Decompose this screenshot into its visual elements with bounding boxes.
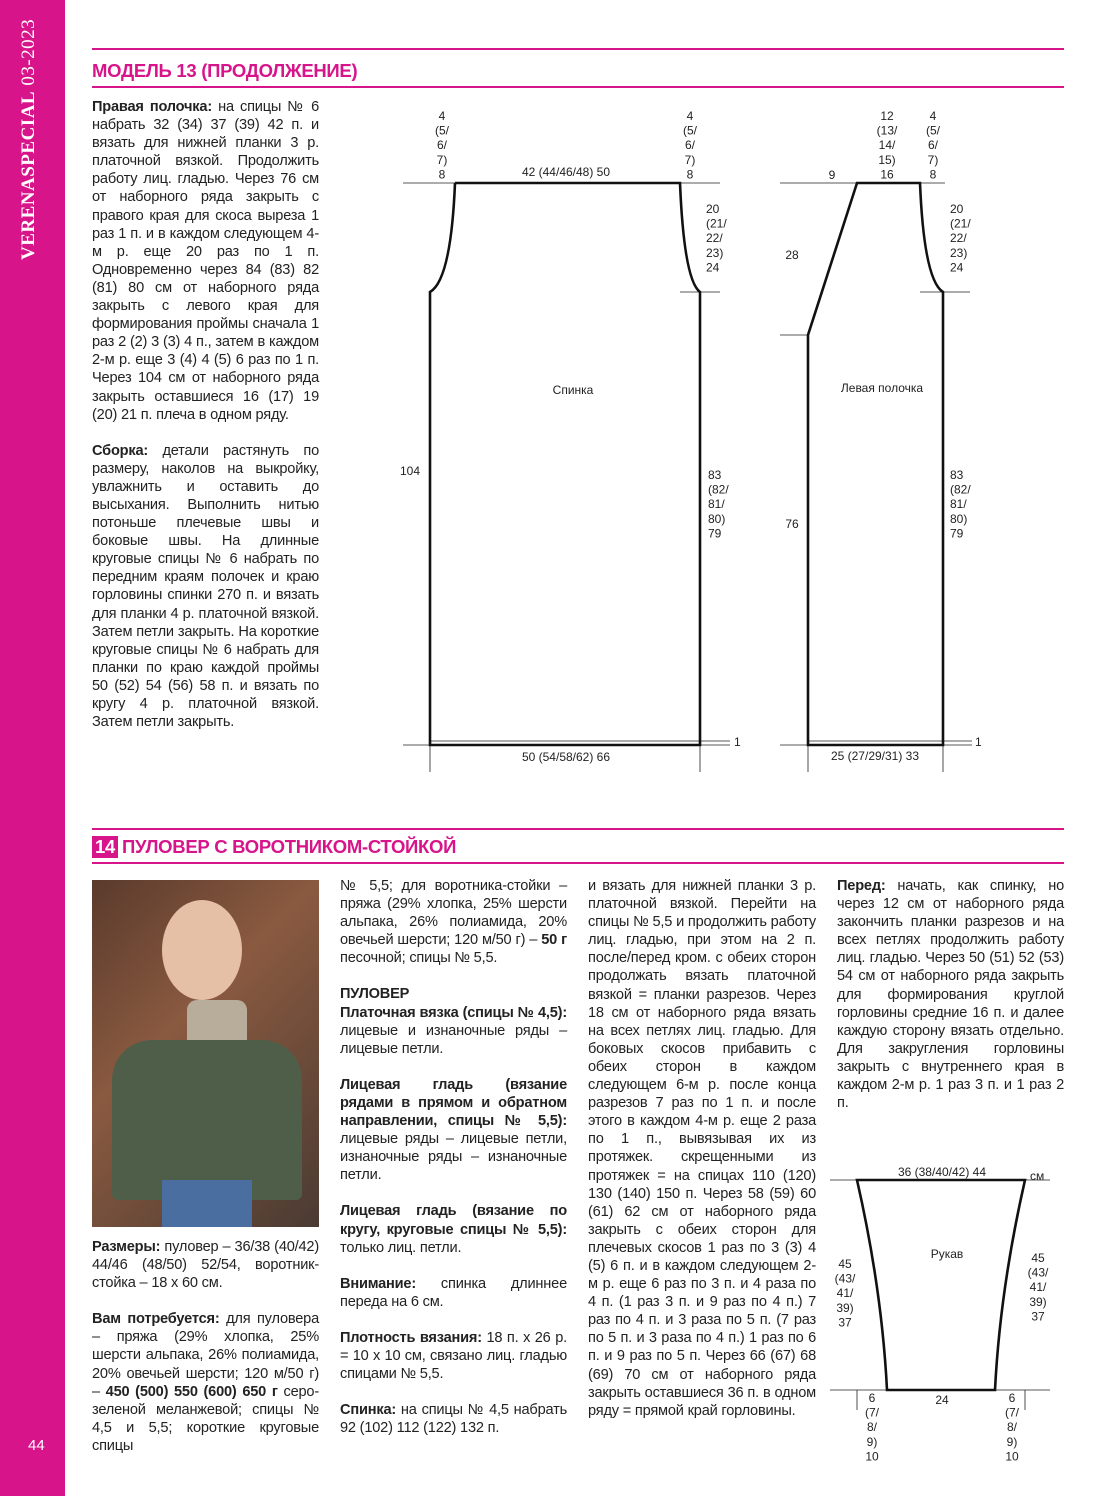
column-4 — [837, 877, 1064, 1130]
page-number: 44 — [28, 1437, 45, 1454]
section-title: МОДЕЛЬ 13 (ПРОДОЛЖЕНИЕ) — [92, 60, 358, 81]
column-3 — [588, 877, 816, 1438]
front-outline — [808, 183, 943, 745]
dim-label: 28 — [785, 248, 799, 262]
paragraph: Перед: начать, как спинку, но через 12 см от наборного ряда закончить планки разрезов и на всех петлях продолжить работу лиц. гладью. Через 50 (51) 52 (53) 54 см от наборного ряда закрыть для формирования круглой горловины средние 16 п. и далее каждую сторону вязать отдельно. Для закругления горловины закрыть с внутреннего края в каждом 2-м р. 1 раз 3 п. и 1 раз 2 п. — [837, 878, 1064, 1112]
paragraph: Размеры: пуловер – 36/38 (40/42) 44/46 (48/50) 52/54, воротник-стойка – 18 х 60 см. — [92, 1239, 319, 1292]
sleeve-label: Рукав — [930, 1247, 964, 1261]
paragraph: Лицевая гладь (вязание по кругу, круговые спицы № 5,5): только лиц. петли. — [340, 1203, 567, 1256]
dim-label: 45 (43/ 41/ 39) 37 — [834, 1257, 856, 1330]
paragraph: № 5,5; для воротника-стойки – пряжа (29% хлопка, 25% шерсти альпака, 26% полиамида, 20% овечьей шерсти; 120 м/50 г) – 50 г песочной; спицы № 5,5. — [340, 878, 567, 967]
dim-label: 50 (54/58/62) 66 — [521, 750, 611, 764]
dim-label: 20 (21/ 22/ 23) 24 — [950, 202, 971, 275]
dim-label: 25 (27/29/31) 33 — [830, 749, 920, 763]
divider — [92, 86, 1064, 88]
dim-label: 4 (5/ 6/ 7) 8 — [434, 109, 450, 182]
dim-label: 4 (5/ 6/ 7) 8 — [682, 109, 698, 182]
model-number-badge: 14 — [92, 836, 118, 858]
dim-label: 6 (7/ 8/ 9) 10 — [864, 1391, 880, 1464]
paragraph: Правая полочка: на спицы № 6 набрать 32 (34) 37 (39) 42 п. и вязать для нижней планки 3 р. платочной вязкой. Продолжить работу лиц. гладью. Через 76 см от наборного ряда закрыть с правого края для скоса выреза 1 раз 1 п. и в каждом следующем 4-м р. еще 20 раз по 1 п. Одновременно через 84 (83) 82 (81) 80 см от наборного ряда закрыть с левого края для формирования проймы сначала 1 раз 2 (2) 3 (3) 4 п., затем в каждом 2-м р. еще 3 (4) 4 (5) 6 раз по 1 п. Через 104 см от наборного ряда закрыть оставшиеся 16 (17) 19 (20) 21 п. плеча в одном ряду. — [92, 99, 319, 423]
divider — [92, 48, 1064, 50]
dim-label: 45 (43/ 41/ 39) 37 — [1027, 1251, 1049, 1324]
dim-label: 12 (13/ 14/ 15) 16 — [876, 109, 898, 182]
paragraph: Сборка: детали растянуть по размеру, наколов на выкройку, увлажнить и оставить до высыхания. Выполнить нитью потоньше плечевые швы и боковые швы. На длинные круговые спицы № 6 набрать по передним краям полочек и краю горловины спинки 270 п. и вязать для планки 4 р. платочной вязкой. Затем петли закрыть. На короткие круговые спицы № 6 набрать для планки по краю каждой проймы 50 (52) 54 (56) 58 п. и вязать по кругу 4 р. платочной вязкой. Затем петли закрыть. — [92, 442, 319, 731]
dim-label: 104 — [399, 464, 421, 478]
paragraph: Вам потребуется: для пуловера – пряжа (29% хлопка, 25% шерсти альпака, 26% полиамида, 20% овечьей шерсти; 120 м/50 г) – 450 (500) 550 (600) 650 г серо-зеленой меланжевой; спицы № 4,5 и 5,5; короткие круговые спицы — [92, 1311, 319, 1454]
dim-label: 76 — [785, 517, 799, 531]
paragraph: Плотность вязания: 18 п. х 26 р. = 10 х 10 см, связано лиц. гладью спицами № 5,5. — [340, 1329, 567, 1383]
unit-label: см — [1030, 1169, 1045, 1183]
paragraph: Спинка: на спицы № 4,5 набрать 92 (102) 112 (122) 132 п. — [340, 1402, 567, 1437]
section-title: 14 ПУЛОВЕР С ВОРОТНИКОМ-СТОЙКОЙ — [92, 836, 456, 858]
dim-label: 1 — [734, 735, 741, 749]
front-label: Левая полочка — [840, 381, 924, 395]
column-2 — [340, 877, 567, 1455]
back-label: Спинка — [552, 383, 594, 397]
column-1 — [92, 1238, 319, 1473]
sleeve-outline — [857, 1180, 1025, 1390]
divider — [92, 828, 1064, 830]
paragraph: и вязать для нижней планки 3 р. платочной вязкой. Перейти на спицы № 5,5 и продолжить работу лиц. гладью, при этом на 2 п. после/перед кром. с обеих сторон продолжать вязать платочной вязкой = планки разрезов. Через 18 см от наборного ряда вязать на всех петлях лиц. гладью. Для боковых скосов прибавить с обеих сторон в каждом следующем 6-м р. после конца разрезов 7 раз по 1 п. и после этого в каждом 4-м р. еще 2 раза по 1 п., вывязывая их из протяжек. скрещенными из протяжек = на спицах 110 (120) 130 (140) 150 п. Через 58 (59) 60 (61) 62 см от наборного ряда закрыть с обеих сторон для плечевых скосов 1 раз по 3 (3) 4 (5) 6 п. и в каждом следующем 2-м р. еще 6 раз по 3 п. и 4 раза по 4 п. (1 раз 3 п. и 9 раз по 4 п.) 7 раз по 4 п. и 3 раза по 5 п. (7 раз по 5 п. и 3 раза по 4 п.) 1 раз по 6 п. и 9 раз по 5 п. Через 66 (67) 68 (69) 70 см от наборного ряда закрыть оставшиеся 36 п. в одном ряду = прямой край горловины. — [588, 878, 816, 1419]
dim-label: 6 (7/ 8/ 9) 10 — [1004, 1391, 1020, 1464]
magazine-brand: VERENASPECIAL 03-2023 — [18, 18, 39, 260]
divider — [92, 862, 1064, 864]
dim-label: 36 (38/40/42) 44 — [897, 1165, 987, 1179]
dim-label: 9 — [828, 168, 836, 182]
dim-label: 83 (82/ 81/ 80) 79 — [950, 468, 971, 541]
dim-label: 83 (82/ 81/ 80) 79 — [708, 468, 729, 541]
instructions-13 — [92, 98, 319, 749]
dim-label: 42 (44/46/48) 50 — [521, 165, 611, 179]
paragraph: Лицевая гладь (вязание рядами в прямом и обратном направлении, спицы № 5,5): лицевые ряды – лицевые петли, изнаночные ряды – изнаночные петли. — [340, 1076, 567, 1184]
back-outline — [430, 183, 700, 745]
dim-label: 24 — [935, 1393, 949, 1407]
dim-label: 20 (21/ 22/ 23) 24 — [706, 202, 727, 275]
model-photo — [92, 880, 319, 1227]
dim-label: 4 (5/ 6/ 7) 8 — [925, 109, 941, 182]
dim-label: 1 — [975, 735, 982, 749]
magazine-sidebar — [0, 0, 65, 1496]
paragraph: ПУЛОВЕР Платочная вязка (спицы № 4,5): лицевые и изнаночные ряды – лицевые петли. — [340, 986, 567, 1057]
paragraph: Внимание: спинка длиннее переда на 6 см. — [340, 1275, 567, 1310]
